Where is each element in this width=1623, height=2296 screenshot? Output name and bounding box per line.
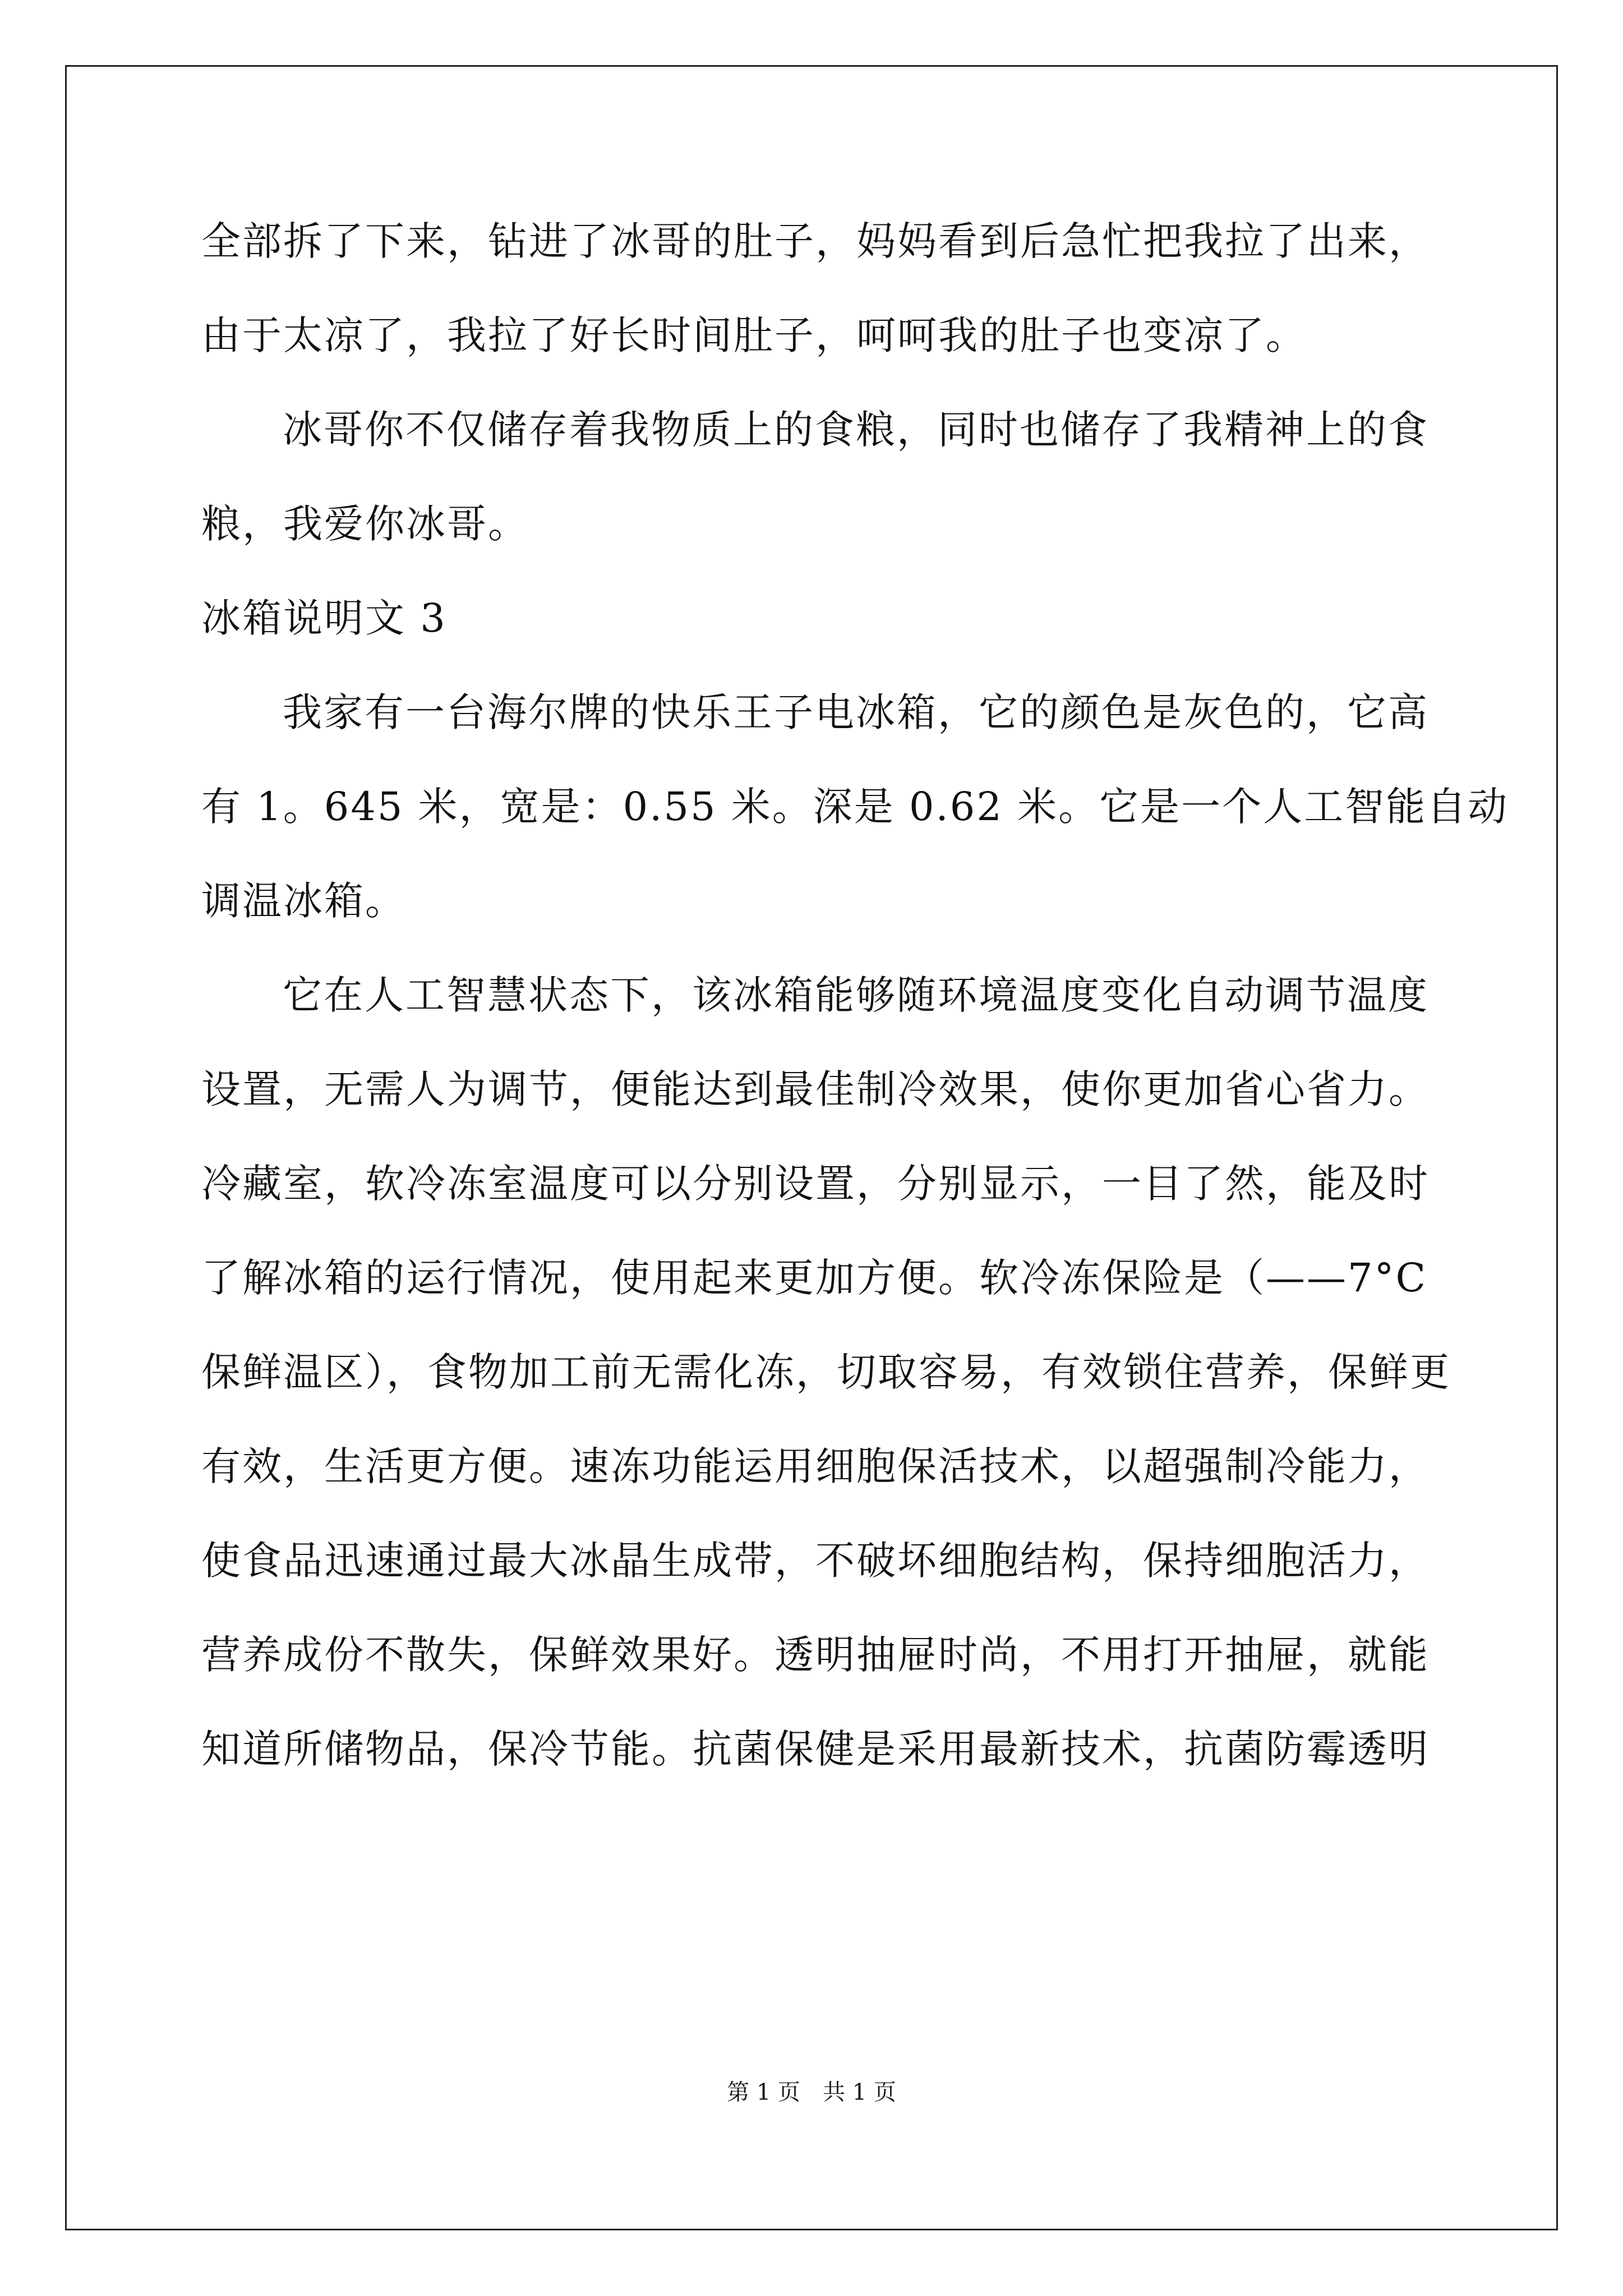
text-line: 有 1。645 米，宽是：0.55 米。深是 0.62 米。它是一个人工智能自动	[201, 784, 1509, 830]
paragraph-start-line: 它在人工智慧状态下，该冰箱能够随环境温度变化自动调节温度	[283, 972, 1429, 1018]
page-border	[65, 65, 1558, 2230]
text-line: 粮，我爱你冰哥。	[201, 501, 529, 547]
text-line: 由于太凉了，我拉了好长时间肚子，呵呵我的肚子也变凉了。	[201, 312, 1307, 358]
text-line: 设置，无需人为调节，便能达到最佳制冷效果，使你更加省心省力。	[201, 1066, 1430, 1112]
page-number-footer: 第 1 页 共 1 页	[727, 2079, 896, 2105]
section-heading: 冰箱说明文 3	[201, 595, 447, 641]
text-line: 营养成份不散失，保鲜效果好。透明抽屉时尚，不用打开抽屉，就能	[201, 1632, 1430, 1678]
text-line: 有效，生活更方便。速冻功能运用细胞保活技术，以超强制冷能力，	[201, 1443, 1430, 1489]
text-line: 保鲜温区），食物加工前无需化冻，切取容易，有效锁住营养，保鲜更	[201, 1349, 1451, 1395]
text-line: 冷藏室，软冷冻室温度可以分别设置，分别显示，一目了然，能及时	[201, 1161, 1430, 1207]
text-line: 调温冰箱。	[201, 878, 406, 924]
text-line: 使食品迅速通过最大冰晶生成带，不破坏细胞结构，保持细胞活力，	[201, 1538, 1430, 1584]
text-line: 了解冰箱的运行情况，使用起来更加方便。软冷冻保险是（——7°C	[201, 1255, 1428, 1301]
text-line: 知道所储物品，保冷节能。抗菌保健是采用最新技术，抗菌防霉透明	[201, 1726, 1430, 1772]
paragraph-start-line: 冰哥你不仅储存着我物质上的食粮，同时也储存了我精神上的食	[283, 407, 1429, 453]
paragraph-start-line: 我家有一台海尔牌的快乐王子电冰箱，它的颜色是灰色的，它高	[283, 689, 1429, 735]
text-line: 全部拆了下来，钻进了冰哥的肚子，妈妈看到后急忙把我拉了出来，	[201, 218, 1430, 264]
